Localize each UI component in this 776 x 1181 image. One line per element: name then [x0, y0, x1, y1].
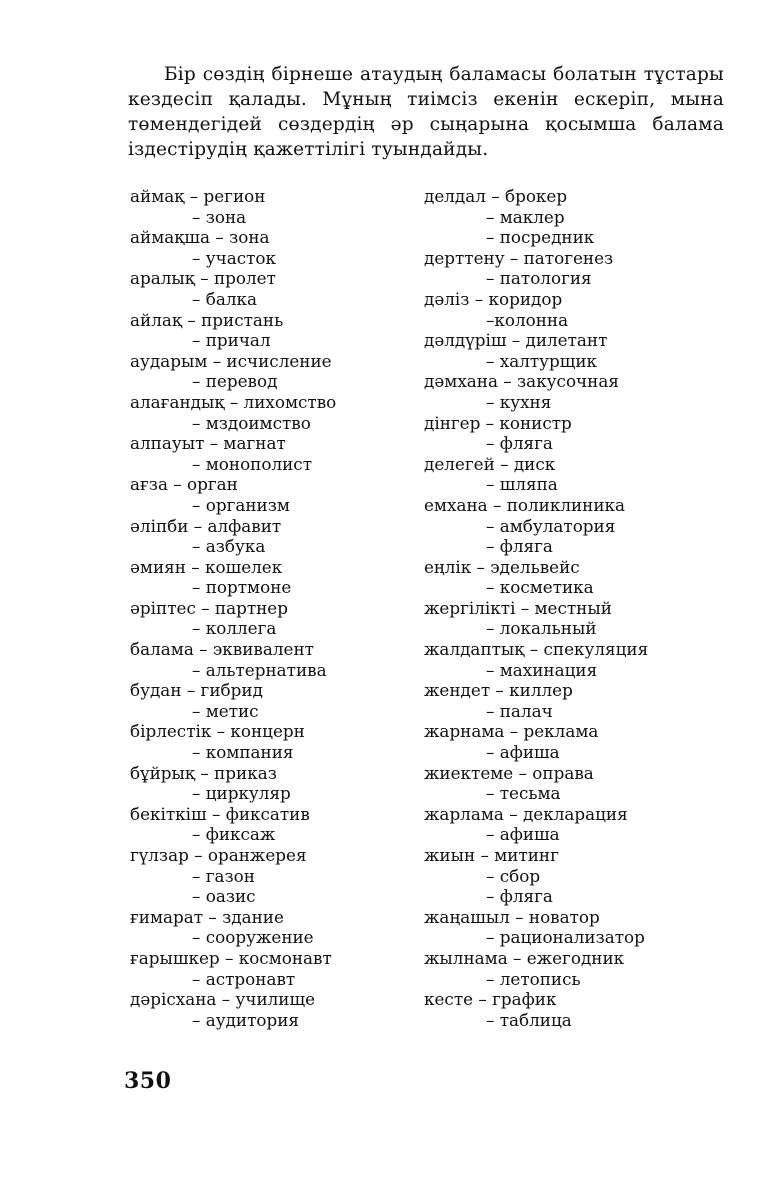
intro-paragraph: Бір сөздің бірнеше атаудың баламасы болатын тұстары кездесіп қалады. Мұның тиімсіз екенін ескеріп, мына төмендегідей сөздердің әр сыңарына қосымша балама іздестірудің қажеттілігі туындайды. [128, 64, 724, 160]
glossary-alternative: – балка [192, 288, 257, 309]
glossary-alternative: – газон [192, 865, 255, 886]
glossary-alternative: – мздоимство [192, 412, 311, 433]
glossary-alternative: – летопись [486, 968, 581, 989]
page-number: 350 [124, 1068, 172, 1094]
glossary-entry: аударым – исчисление [130, 350, 332, 371]
glossary-alternative: – оазис [192, 886, 256, 907]
glossary-entry: балама – эквивалент [130, 639, 314, 660]
glossary-entry: дәліз – коридор [424, 288, 563, 309]
glossary-alternative: – рационализатор [486, 927, 645, 948]
glossary-alternative: – фиксаж [192, 824, 276, 845]
glossary-alternative: – фляга [486, 536, 553, 557]
glossary-entry: жаңашыл – новатор [424, 906, 600, 927]
glossary-entry: дәлдүріш – дилетант [424, 330, 608, 351]
glossary-alternative: – причал [192, 330, 271, 351]
glossary-alternative: – махинация [486, 659, 598, 680]
glossary-entry: будан – гибрид [130, 680, 263, 701]
glossary-entry: бұйрық – приказ [130, 762, 277, 783]
glossary-alternative: – циркуляр [192, 783, 291, 804]
glossary-entry: жиын – митинг [424, 845, 559, 865]
glossary-alternative: – халтурщик [486, 350, 598, 371]
glossary-entry: дерттену – патогенез [424, 247, 614, 268]
glossary-entry: аралық – пролет [130, 268, 276, 289]
glossary-entry: аймақша – зона [130, 227, 270, 248]
glossary-alternative: – таблица [486, 1009, 572, 1030]
glossary-alternative: – организм [192, 494, 290, 515]
glossary-entry: ағза – орган [130, 474, 238, 495]
glossary-alternative: – перевод [192, 371, 278, 392]
glossary-alternative: – сооружение [192, 927, 314, 948]
glossary-alternative: – локальный [486, 618, 597, 639]
glossary-entry: әмиян – кошелек [130, 556, 283, 577]
glossary-entry: кесте – график [424, 989, 557, 1010]
glossary-alternative: – посредник [486, 227, 595, 248]
glossary-entry: әріптес – партнер [130, 597, 288, 618]
glossary-entry: айлақ – пристань [130, 309, 284, 330]
glossary-entry: жиектеме – оправа [424, 762, 594, 783]
left-glossary-column [130, 186, 410, 1030]
glossary-entry: әліпби – алфавит [130, 515, 282, 536]
glossary-entry: гүлзар – оранжерея [130, 845, 307, 865]
glossary-alternative: – монополист [192, 453, 312, 474]
glossary-alternative: – амбулатория [486, 515, 616, 536]
glossary-alternative: – кухня [486, 391, 552, 412]
glossary-alternative: – участок [192, 247, 276, 268]
glossary-entry: еңлік – эдельвейс [424, 556, 580, 577]
glossary-alternative: –колонна [486, 309, 569, 330]
glossary-alternative: – коллега [192, 618, 277, 639]
glossary-entry: делегей – диск [424, 453, 556, 474]
glossary-entry: жергілікті – местный [424, 597, 612, 618]
glossary-alternative: – фляга [486, 433, 553, 454]
glossary-alternative: – афиша [486, 742, 560, 763]
glossary-entry: алпауыт – магнат [130, 433, 286, 454]
glossary-alternative: – афиша [486, 824, 560, 845]
glossary-entry: жалдаптық – спекуляция [424, 639, 649, 660]
glossary-alternative: – альтернатива [192, 659, 327, 680]
glossary-alternative: – аудитория [192, 1009, 300, 1030]
glossary-entry: делдал – брокер [424, 186, 568, 206]
glossary-entry: дәрісхана – училище [130, 989, 316, 1010]
glossary-alternative: – азбука [192, 536, 266, 557]
glossary-alternative: – метис [192, 700, 259, 721]
glossary-entry: жылнама – ежегодник [424, 947, 625, 968]
glossary-alternative: – фляга [486, 886, 553, 907]
glossary-entry: аймақ – регион [130, 186, 266, 206]
glossary-alternative: – портмоне [192, 577, 292, 598]
glossary-alternative: – компания [192, 742, 294, 763]
glossary-alternative: – тесьма [486, 783, 561, 804]
glossary-entry: ғимарат – здание [130, 906, 284, 927]
glossary-alternative: – зона [192, 206, 247, 227]
glossary-alternative: – сбор [486, 865, 541, 886]
glossary-alternative: – астронавт [192, 968, 296, 989]
glossary-entry: емхана – поликлиника [424, 494, 626, 515]
glossary-entry: жарнама – реклама [424, 721, 599, 742]
right-glossary-column [424, 186, 724, 1030]
glossary-alternative: – косметика [486, 577, 594, 598]
glossary-entry: бекіткіш – фиксатив [130, 803, 310, 824]
glossary-entry: бірлестік – концерн [130, 721, 305, 742]
glossary-entry: ғарышкер – космонавт [130, 947, 332, 968]
glossary-alternative: – патология [486, 268, 592, 289]
glossary-entry: дінгер – конистр [424, 412, 572, 433]
glossary-entry: алағандық – лихомство [130, 391, 337, 412]
glossary-alternative: – палач [486, 700, 553, 721]
glossary-alternative: – шляпа [486, 474, 558, 495]
glossary-alternative: – маклер [486, 206, 565, 227]
glossary-entry: жендет – киллер [424, 680, 573, 701]
glossary-entry: жарлама – декларация [424, 803, 628, 824]
glossary-entry: дәмхана – закусочная [424, 371, 619, 392]
